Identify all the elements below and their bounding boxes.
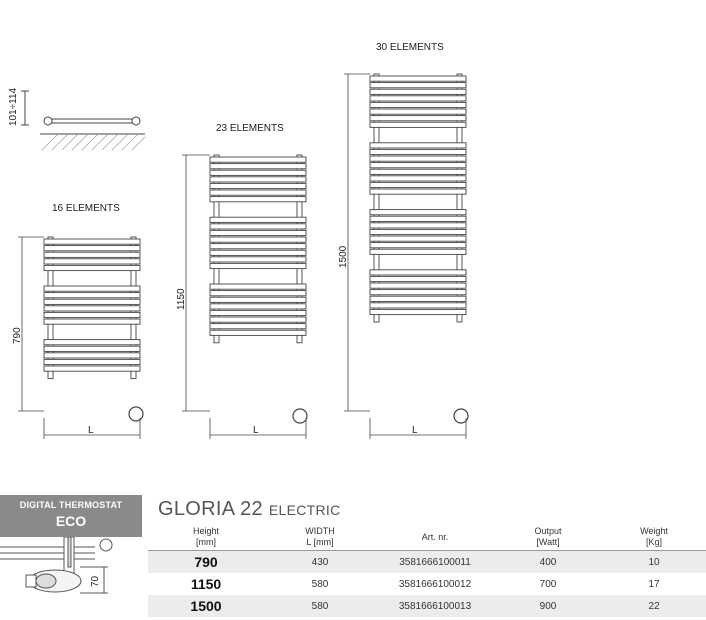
radiator-2-bar [210,284,306,289]
cell-weight: 17 [648,578,660,590]
radiator-2-bar [210,224,306,229]
radiator-2-bar [210,177,306,182]
radiator-3-bar [370,96,466,101]
radiator-3-bar [370,83,466,88]
product-variant: ELECTRIC [268,502,341,518]
radiator-2-width-label: L [253,425,259,436]
radiator-3-bar [370,182,466,187]
radiator-2-bar [210,244,306,249]
radiator-3-bar [370,276,466,281]
radiator-1-bar [44,239,140,244]
radiator-3-bar [370,309,466,314]
radiator-1-bar [44,252,140,257]
radiator-1-bars [44,239,143,421]
thermostat-badge [0,495,142,537]
radiator-1-bar [44,312,140,317]
header-output: Output [Watt] [534,526,562,547]
radiator-1-elements-label: 16 ELEMENTS [52,203,120,214]
radiator-3 [370,74,468,423]
radiator-2-bar [210,183,306,188]
radiator-2-bar [210,257,306,262]
radiator-2-bar [210,170,306,175]
radiator-1-bar [44,366,140,371]
radiator-1-bar [44,359,140,364]
header-art-nr: Art. nr. [421,531,449,542]
cell-width: 580 [311,578,329,590]
radiator-1-width-label: L [88,425,94,436]
radiator-3-bar [370,89,466,94]
radiator-2-bar [210,263,306,268]
radiator-1-bar [44,246,140,251]
radiator-1-bar [44,306,140,311]
product-name: GLORIA 22 [158,498,263,520]
radiator-2-bar [210,250,306,255]
radiator-3-bar [370,243,466,248]
cell-art-nr: 3581666100011 [399,556,471,568]
radiator-3-bar [370,149,466,154]
header-weight: Weight [Kg] [640,526,668,547]
radiator-3-bar [370,189,466,194]
radiator-1-heating-element-icon [129,407,143,421]
radiator-1-bar [44,346,140,351]
radiator-2-height-dim [182,155,210,411]
radiator-2-heating-element-icon [293,409,307,423]
radiator-3-bar [370,303,466,308]
radiator-3-width-label: L [412,425,418,436]
radiator-3-bar [370,229,466,234]
radiator-1 [44,237,143,421]
cell-output: 900 [539,600,557,612]
radiator-3-bar [370,223,466,228]
radiator-2-bar [210,317,306,322]
radiator-2-bar [210,304,306,309]
cell-height: 790 [194,554,218,570]
radiator-2-height-label: 1150 [176,288,187,310]
table-header-row [148,524,706,551]
radiator-1-bar [44,299,140,304]
table-row [148,595,706,617]
cell-height: 1150 [190,576,222,592]
radiator-3-bar [370,216,466,221]
radiator-2-bar [210,217,306,222]
radiator-3-bar [370,156,466,161]
radiator-3-height-label: 1500 [338,245,349,268]
radiator-3-bar [370,122,466,127]
radiator-2-bar [210,190,306,195]
radiator-3-bar [370,163,466,168]
radiator-1-bar [44,265,140,270]
radiator-2-bar [210,291,306,296]
radiator-1-bar [44,293,140,298]
radiator-1-bar [44,353,140,358]
radiator-3-width-dim [370,418,466,439]
radiator-3-bar [370,116,466,121]
radiator-2-bar [210,330,306,335]
radiator-3-bar [370,296,466,301]
radiator-3-bar [370,270,466,275]
radiator-3-bar [370,109,466,114]
radiator-2-bars [210,157,307,423]
cell-weight: 22 [648,600,660,612]
cell-art-nr: 3581666100013 [398,600,472,612]
radiator-2-bar [210,157,306,162]
table-row [148,551,706,574]
radiator-1-bar [44,259,140,264]
radiator-2-bar [210,164,306,169]
radiator-2-bar [210,324,306,329]
cell-width: 430 [311,556,329,568]
spec-table [148,524,706,617]
radiator-2-bar [210,230,306,235]
radiator-3-bar [370,283,466,288]
radiator-3-height-dim [344,74,370,411]
radiator-3-bar [370,102,466,107]
radiator-2-bar [210,237,306,242]
radiator-3-bar [370,176,466,181]
thermostat-title: DIGITAL THERMOSTAT [19,500,123,510]
bracket-detail [21,91,145,150]
thermostat-drawing [0,537,145,607]
radiator-3-bar [370,210,466,215]
cell-art-nr: 3581666100012 [398,578,472,590]
radiator-1-bar [44,319,140,324]
radiator-3-bar [370,76,466,81]
radiator-3-elements-label: 30 ELEMENTS [376,42,444,53]
radiator-2-bar [210,297,306,302]
radiator-1-height-dim [18,237,44,411]
thermostat-dim-label: 70 [90,575,101,587]
cell-width: 580 [311,600,329,612]
radiator-3-bar [370,290,466,295]
thermostat-model: ECO [55,513,87,529]
radiator-1-bar [44,286,140,291]
cell-output: 700 [539,578,557,590]
radiator-1-bar [44,340,140,345]
radiator-2-bar [210,310,306,315]
radiator-2-elements-label: 23 ELEMENTS [216,123,284,134]
cell-output: 400 [539,556,557,568]
radiator-3-bar [370,236,466,241]
depth-dim-label: 101÷114 [8,87,19,126]
radiator-2-bar [210,197,306,202]
radiator-3-bars [370,76,468,423]
product-title [158,498,340,521]
radiator-3-bar [370,169,466,174]
header-height: Height [mm] [192,526,219,547]
table-row [148,573,706,595]
radiator-2 [210,155,307,423]
cell-height: 1500 [190,598,222,614]
radiator-3-bar [370,143,466,148]
header-width: WIDTH L [mm] [305,526,335,547]
cell-weight: 10 [648,556,660,568]
radiator-3-bar [370,249,466,254]
radiator-1-height-label: 790 [12,327,23,344]
